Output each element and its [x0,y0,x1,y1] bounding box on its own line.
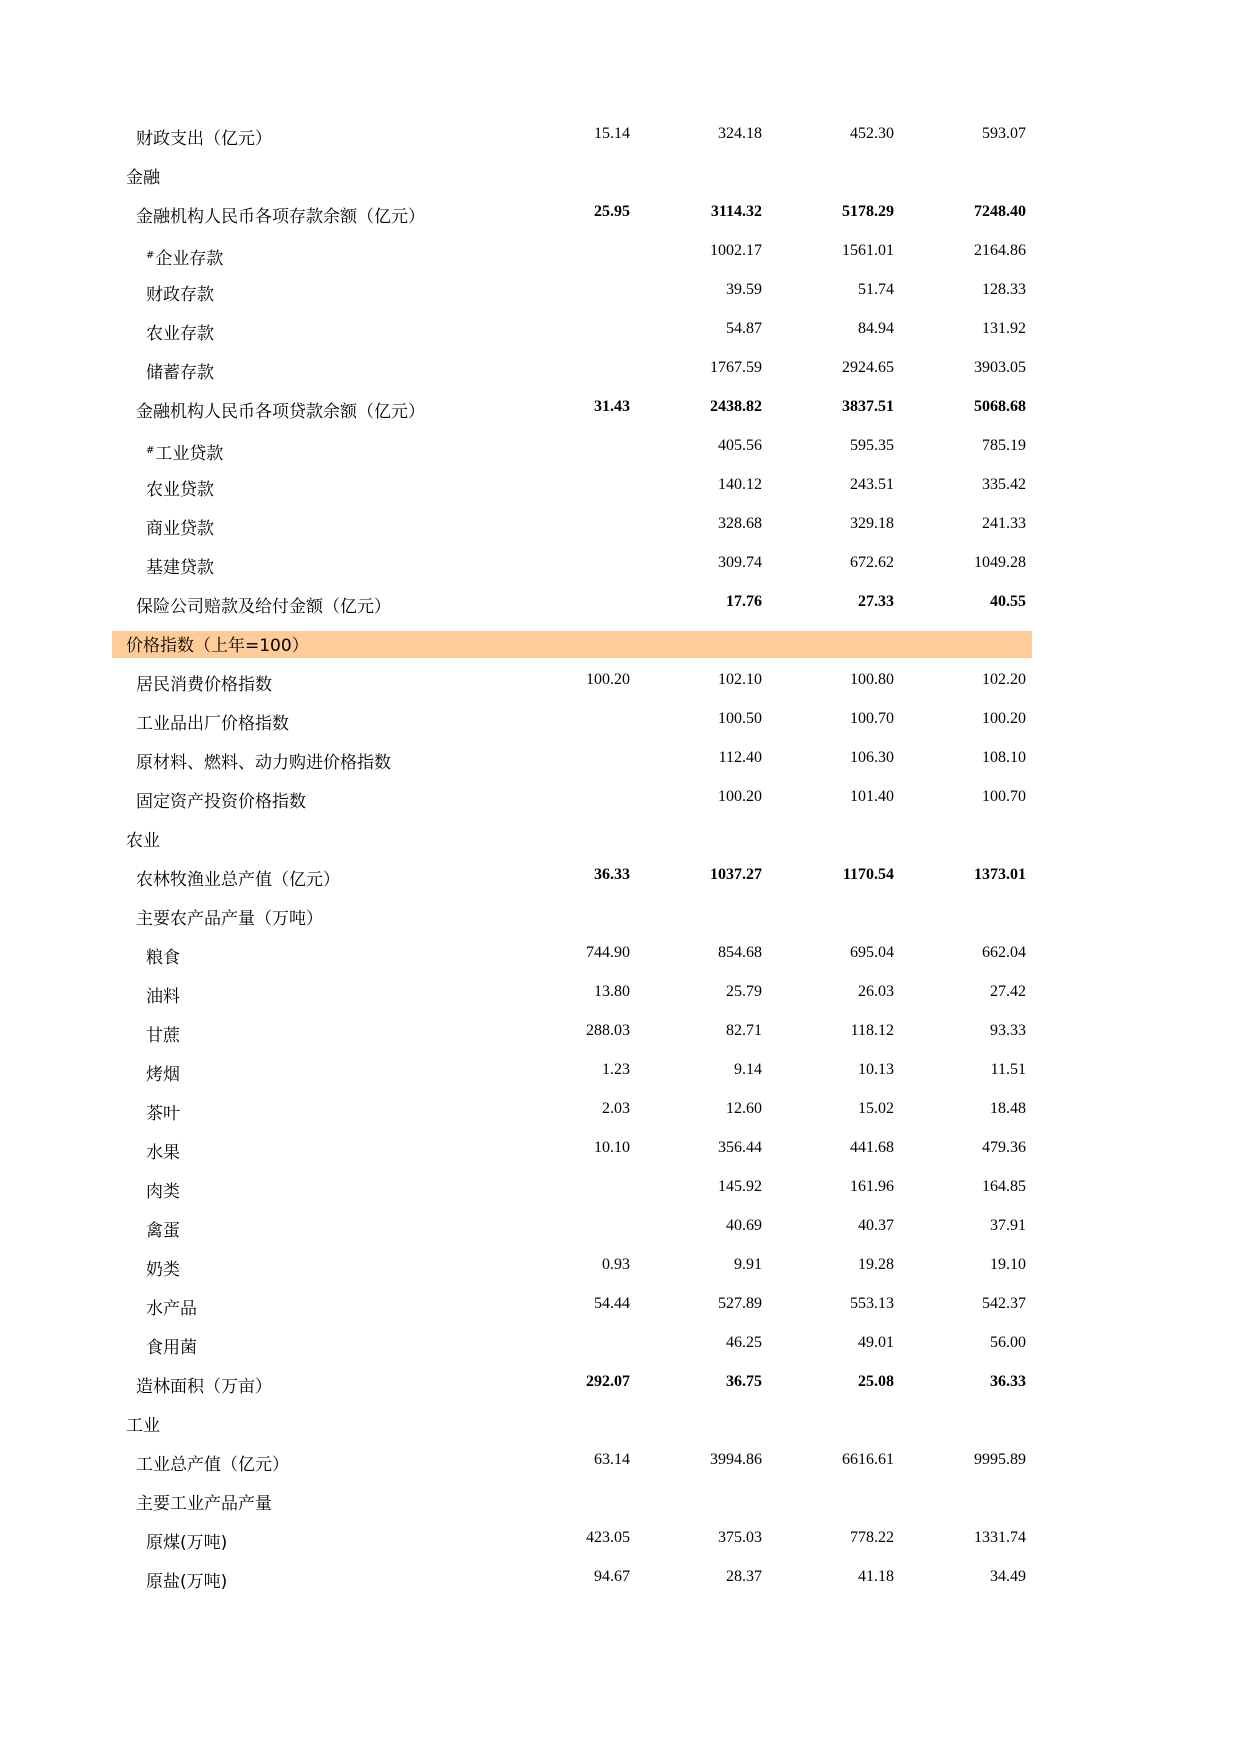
row-label [136,664,272,703]
row-label [146,1249,180,1288]
row-label [146,1210,180,1249]
table-row [112,1483,1032,1522]
value-cell-col4: 164.85 [982,1178,1026,1195]
row-label-text: 金融机构人民币各项存款余额（亿元） [136,207,425,227]
row-label-text: 农业存款 [146,324,214,344]
value-cell-col2: 145.92 [718,1178,762,1195]
row-label-text: 水产品 [146,1299,197,1319]
value-cell-col3: 695.04 [850,944,894,961]
value-cell-col1 [500,1405,630,1444]
row-label-text: 农业贷款 [146,480,214,500]
value-cell-col1 [500,430,630,469]
value-cell-col3: 778.22 [850,1529,894,1546]
value-cell-col3: 243.51 [850,476,894,493]
value-cell-col3: 25.08 [858,1373,894,1390]
table-row [112,469,1032,508]
table-row [112,703,1032,742]
value-cell-col4: 662.04 [982,944,1026,961]
table-row [112,898,1032,937]
row-label [136,742,391,781]
value-cell-col4: 3903.05 [974,359,1026,376]
value-cell-col1: 31.43 [594,398,630,415]
value-cell-col1: 100.20 [586,671,630,688]
row-label [126,1405,160,1444]
row-label-text: 工业品出厂价格指数 [136,714,289,734]
table-row [112,1015,1032,1054]
table-row [112,937,1032,976]
value-cell-col2: 2438.82 [710,398,762,415]
value-cell-col1: 63.14 [594,1451,630,1468]
row-label [136,1483,272,1522]
value-cell-col4: 11.51 [990,1061,1026,1078]
row-label [146,274,214,313]
value-cell-col4: 128.33 [982,281,1026,298]
row-label-text: 农林牧渔业总产值（亿元） [136,870,340,890]
row-label [146,1288,197,1327]
table-row [112,1366,1032,1405]
value-cell-col2: 9.91 [734,1256,762,1273]
row-label [126,625,309,664]
value-cell-col3: 118.12 [850,1022,894,1039]
table-row [112,352,1032,391]
row-label [146,352,214,391]
value-cell-col3: 2924.65 [842,359,894,376]
value-cell-col1 [500,508,630,547]
value-cell-col2: 36.75 [726,1373,762,1390]
table-row [112,1171,1032,1210]
value-cell-col4: 131.92 [982,320,1026,337]
row-label [146,547,214,586]
category-row [112,157,1032,196]
table-row [112,1561,1032,1600]
value-cell-col2 [632,820,762,859]
value-cell-col1: 288.03 [586,1022,630,1039]
value-cell-col3: 100.70 [850,710,894,727]
row-label-text: 金融 [126,168,160,188]
row-label [136,781,306,820]
value-cell-col4 [896,820,1026,859]
value-cell-col3 [764,625,894,664]
value-cell-col3: 27.33 [858,593,894,610]
value-cell-col4: 7248.40 [974,203,1026,220]
row-label-text: 价格指数（上年=100） [126,636,309,656]
value-cell-col2 [632,625,762,664]
row-label-text: 茶叶 [146,1104,180,1124]
value-cell-col2: 1002.17 [710,242,762,259]
value-cell-col3 [764,820,894,859]
value-cell-col3 [764,898,894,937]
row-label-text: 原材料、燃料、动力购进价格指数 [136,753,391,773]
row-label-text: 保险公司赔款及给付金额（亿元） [136,597,391,617]
row-label [146,937,180,976]
row-label [146,1561,227,1600]
row-label [136,118,272,157]
value-cell-col4: 5068.68 [974,398,1026,415]
value-cell-col3: 553.13 [850,1295,894,1312]
value-cell-col3 [764,157,894,196]
value-cell-col1: 0.93 [602,1256,630,1273]
value-cell-col4: 335.42 [982,476,1026,493]
table-row [112,235,1032,274]
row-label-text: 基建贷款 [146,558,214,578]
category-row [112,1405,1032,1444]
row-label-text: 固定资产投资价格指数 [136,792,306,812]
row-label-text: 主要农产品产量（万吨） [136,909,323,929]
value-cell-col4 [896,898,1026,937]
value-cell-col1 [500,898,630,937]
row-label [146,508,214,547]
value-cell-col4 [896,1405,1026,1444]
value-cell-col4: 19.10 [990,1256,1026,1273]
value-cell-col1: 36.33 [594,866,630,883]
row-label-text: 工业总产值（亿元） [136,1455,289,1475]
value-cell-col3 [764,1483,894,1522]
value-cell-col3: 1170.54 [842,866,894,883]
table-row [112,859,1032,898]
row-label-text: 工业贷款 [155,444,224,464]
row-label-text: 原盐(万吨) [146,1572,228,1592]
value-cell-col4: 785.19 [982,437,1026,454]
value-cell-col2: 28.37 [726,1568,762,1585]
row-label-text: 肉类 [146,1182,180,1202]
value-cell-col3: 329.18 [850,515,894,532]
value-cell-col2: 140.12 [718,476,762,493]
table-row [112,313,1032,352]
value-cell-col2: 40.69 [726,1217,762,1234]
row-label-text: 甘蔗 [146,1026,180,1046]
value-cell-col4: 93.33 [990,1022,1026,1039]
value-cell-col4: 542.37 [982,1295,1026,1312]
value-cell-col2 [632,1405,762,1444]
value-cell-col2: 1037.27 [710,866,762,883]
row-label-text: 主要工业产品产量 [136,1494,272,1514]
row-label [126,820,160,859]
value-cell-col2: 39.59 [726,281,762,298]
value-cell-col2: 9.14 [734,1061,762,1078]
value-cell-col3: 26.03 [858,983,894,1000]
value-cell-col4: 34.49 [990,1568,1026,1585]
value-cell-col1: 2.03 [602,1100,630,1117]
row-label-text: 工业 [126,1416,160,1436]
row-label-text: 油料 [146,987,180,1007]
table-row [112,664,1032,703]
value-cell-col3: 84.94 [858,320,894,337]
row-label [146,235,223,274]
value-cell-col4: 102.20 [982,671,1026,688]
value-cell-col1 [500,313,630,352]
value-cell-col3: 101.40 [850,788,894,805]
value-cell-col2: 405.56 [718,437,762,454]
value-cell-col2: 82.71 [726,1022,762,1039]
value-cell-col3: 41.18 [858,1568,894,1585]
value-cell-col2: 3994.86 [710,1451,762,1468]
row-label-text: 造林面积（万亩） [136,1377,272,1397]
row-label [146,313,214,352]
value-cell-col1 [500,469,630,508]
value-cell-col2: 356.44 [718,1139,762,1156]
value-cell-col1 [500,352,630,391]
value-cell-col3: 19.28 [858,1256,894,1273]
row-label [126,157,160,196]
value-cell-col3: 10.13 [858,1061,894,1078]
row-label-text: 烤烟 [146,1065,180,1085]
value-cell-col2: 3114.32 [710,203,762,220]
value-cell-col4: 1373.01 [974,866,1026,883]
category-row [112,820,1032,859]
value-cell-col1: 54.44 [594,1295,630,1312]
value-cell-col2: 854.68 [718,944,762,961]
table-row [112,430,1032,469]
value-cell-col2: 375.03 [718,1529,762,1546]
value-cell-col1 [500,235,630,274]
value-cell-col2: 100.20 [718,788,762,805]
value-cell-col2: 102.10 [718,671,762,688]
table-row [112,781,1032,820]
row-label [146,976,180,1015]
value-cell-col1: 13.80 [594,983,630,1000]
value-cell-col2 [632,898,762,937]
row-label [146,1054,180,1093]
row-label [146,1522,227,1561]
value-cell-col3: 5178.29 [842,203,894,220]
row-label [136,1366,272,1405]
value-cell-col4: 108.10 [982,749,1026,766]
value-cell-col2: 100.50 [718,710,762,727]
value-cell-col4: 479.36 [982,1139,1026,1156]
value-cell-col1 [500,157,630,196]
value-cell-col1: 10.10 [594,1139,630,1156]
value-cell-col1: 15.14 [594,125,630,142]
value-cell-col3: 40.37 [858,1217,894,1234]
value-cell-col2: 324.18 [718,125,762,142]
value-cell-col3: 51.74 [858,281,894,298]
table-row [112,508,1032,547]
value-cell-col1: 25.95 [594,203,630,220]
table-row [112,391,1032,430]
table-row [112,1054,1032,1093]
value-cell-col3: 100.80 [850,671,894,688]
row-label [136,859,340,898]
row-label [146,1132,180,1171]
value-cell-col2: 46.25 [726,1334,762,1351]
value-cell-col1 [500,274,630,313]
value-cell-col1: 94.67 [594,1568,630,1585]
table-row [112,976,1032,1015]
table-row [112,586,1032,625]
value-cell-col1 [500,1171,630,1210]
table-row [112,1210,1032,1249]
value-cell-col1 [500,703,630,742]
row-label-text: 企业存款 [155,249,224,269]
value-cell-col1 [500,781,630,820]
row-label-text: 禽蛋 [146,1221,180,1241]
table-row [112,196,1032,235]
value-cell-col3: 672.62 [850,554,894,571]
value-cell-col1: 1.23 [602,1061,630,1078]
value-cell-col1 [500,586,630,625]
row-label [136,703,289,742]
value-cell-col3 [764,1405,894,1444]
table-row [112,742,1032,781]
table-row [112,1132,1032,1171]
value-cell-col4: 27.42 [990,983,1026,1000]
value-cell-col1 [500,1210,630,1249]
value-cell-col3: 441.68 [850,1139,894,1156]
value-cell-col4: 36.33 [990,1373,1026,1390]
value-cell-col1: 292.07 [586,1373,630,1390]
value-cell-col4: 241.33 [982,515,1026,532]
value-cell-col2: 1767.59 [710,359,762,376]
row-label-text: 财政支出（亿元） [136,129,272,149]
value-cell-col2 [632,157,762,196]
value-cell-col2: 527.89 [718,1295,762,1312]
section-header-row [112,625,1032,664]
row-label [146,1327,197,1366]
row-label [136,1444,289,1483]
value-cell-col4: 37.91 [990,1217,1026,1234]
row-label [136,586,391,625]
value-cell-col4: 1331.74 [974,1529,1026,1546]
value-cell-col3: 49.01 [858,1334,894,1351]
row-label [146,1171,180,1210]
row-label-text: 居民消费价格指数 [136,675,272,695]
row-label-text: 商业贷款 [146,519,214,539]
row-label-text: 水果 [146,1143,180,1163]
value-cell-col1 [500,1327,630,1366]
value-cell-col4: 100.20 [982,710,1026,727]
row-label [146,1093,180,1132]
value-cell-col4: 9995.89 [974,1451,1026,1468]
table-row [112,547,1032,586]
value-cell-col2: 309.74 [718,554,762,571]
statistics-table [112,118,1032,1600]
value-cell-col1 [500,820,630,859]
value-cell-col2: 17.76 [726,593,762,610]
table-row [112,1288,1032,1327]
table-row [112,1444,1032,1483]
value-cell-col1 [500,742,630,781]
table-row [112,1249,1032,1288]
table-row [112,1522,1032,1561]
row-label [136,391,425,430]
value-cell-col2 [632,1483,762,1522]
value-cell-col2: 112.40 [718,749,762,766]
row-label [146,469,214,508]
footnote-mark: # [146,445,155,456]
value-cell-col4: 56.00 [990,1334,1026,1351]
value-cell-col4 [896,1483,1026,1522]
row-label [146,1015,180,1054]
value-cell-col3: 106.30 [850,749,894,766]
value-cell-col2: 54.87 [726,320,762,337]
value-cell-col4: 1049.28 [974,554,1026,571]
row-label [136,196,425,235]
table-row [112,1327,1032,1366]
value-cell-col2: 25.79 [726,983,762,1000]
value-cell-col1 [500,625,630,664]
footnote-mark: # [146,250,155,261]
row-label-text: 农业 [126,831,160,851]
row-label [136,898,323,937]
value-cell-col1 [500,547,630,586]
value-cell-col1: 423.05 [586,1529,630,1546]
value-cell-col4: 18.48 [990,1100,1026,1117]
value-cell-col3: 161.96 [850,1178,894,1195]
table-row [112,1093,1032,1132]
value-cell-col2: 328.68 [718,515,762,532]
value-cell-col3: 1561.01 [842,242,894,259]
value-cell-col1 [500,1483,630,1522]
table-row [112,274,1032,313]
value-cell-col3: 3837.51 [842,398,894,415]
row-label-text: 食用菌 [146,1338,197,1358]
value-cell-col4: 100.70 [982,788,1026,805]
value-cell-col4 [896,625,1026,664]
table-row [112,118,1032,157]
value-cell-col4: 593.07 [982,125,1026,142]
value-cell-col1: 744.90 [586,944,630,961]
row-label-text: 储蓄存款 [146,363,214,383]
row-label [146,430,223,469]
value-cell-col4: 2164.86 [974,242,1026,259]
value-cell-col2: 12.60 [726,1100,762,1117]
row-label-text: 粮食 [146,948,180,968]
value-cell-col4: 40.55 [990,593,1026,610]
row-label-text: 金融机构人民币各项贷款余额（亿元） [136,402,425,422]
row-label-text: 财政存款 [146,285,214,305]
row-label-text: 原煤(万吨) [146,1533,228,1553]
row-label-text: 奶类 [146,1260,180,1280]
value-cell-col3: 15.02 [858,1100,894,1117]
value-cell-col4 [896,157,1026,196]
value-cell-col3: 595.35 [850,437,894,454]
value-cell-col3: 452.30 [850,125,894,142]
value-cell-col3: 6616.61 [842,1451,894,1468]
